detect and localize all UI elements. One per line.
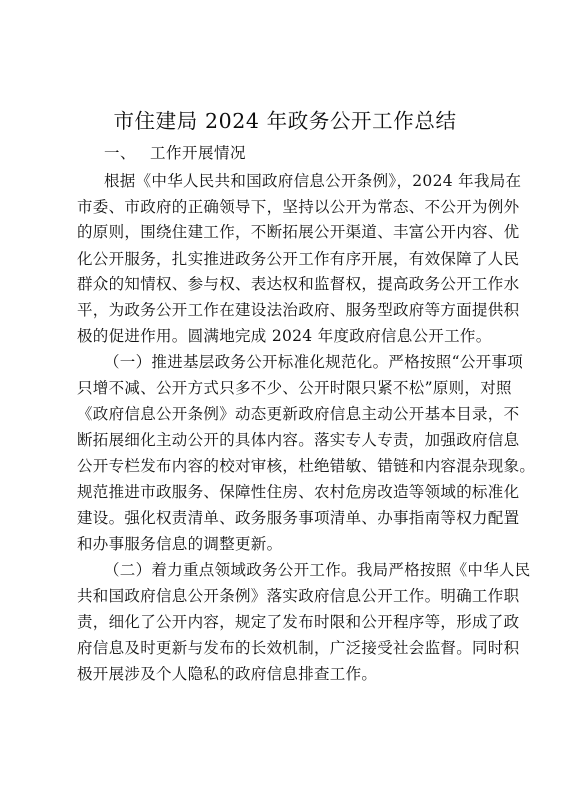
paragraph-line: 只增不减、公开方式只多不少、公开时限只紧不松”原则，对照 [77, 379, 512, 397]
section-heading-text: 工作开展情况 [150, 144, 247, 162]
section-heading [104, 142, 246, 164]
paragraph-line: 共和国政府信息公开条例》落实政府信息公开工作。明确工作职 [77, 587, 520, 605]
paragraph-line: 和办事服务信息的调整更新。 [77, 535, 283, 553]
paragraph-line: 极的促进作用。圆满地完成 2024 年度政府信息公开工作。 [77, 327, 492, 345]
section-number: 一、 [104, 144, 137, 162]
paragraph-line: 规范推进市政服务、保障性住房、农村危房改造等领域的标准化 [77, 483, 520, 501]
document-title: 市住建局 2024 年政务公开工作总结 [113, 109, 457, 133]
paragraph-line: （二）着力重点领域政务公开工作。我局严格按照《中华人民 [104, 561, 531, 579]
paragraph-line: （一）推进基层政务公开标准化规范化。严格按照“公开事项 [104, 353, 524, 371]
paragraph-line: 根据《中华人民共和国政府信息公开条例》，2024 年我局在 [104, 172, 522, 190]
paragraph-line: 极开展涉及个人隐私的政府信息排查工作。 [77, 665, 378, 683]
paragraph-line: 府信息及时更新与发布的长效机制，广泛接受社会监督。同时积 [77, 639, 520, 657]
paragraph-line: 群众的知情权、参与权、表达权和监督权，提高政务公开工作水 [77, 275, 520, 293]
paragraph-line: 化公开服务，扎实推进政务公开工作有序开展，有效保障了人民 [77, 250, 520, 268]
paragraph-line: 《政府信息公开条例》动态更新政府信息主动公开基本目录，不 [77, 405, 520, 423]
paragraph-line: 建设。强化权责清单、政务服务事项清单、办事指南等权力配置 [77, 509, 520, 527]
paragraph-line: 平，为政务公开工作在建设法治政府、服务型政府等方面提供积 [77, 301, 520, 319]
paragraph-line: 公开专栏发布内容的校对审核，杜绝错敏、错链和内容混杂现象。 [77, 457, 536, 475]
paragraph-line: 断拓展细化主动公开的具体内容。落实专人专责，加强政府信息 [77, 431, 520, 449]
paragraph-line: 责，细化了公开内容，规定了发布时限和公开程序等，形成了政 [77, 613, 520, 631]
paragraph-line: 的原则，围绕住建工作，不断拓展公开渠道、丰富公开内容、优 [77, 223, 520, 241]
paragraph-line: 市委、市政府的正确领导下，坚持以公开为常态、不公开为例外 [77, 198, 520, 216]
